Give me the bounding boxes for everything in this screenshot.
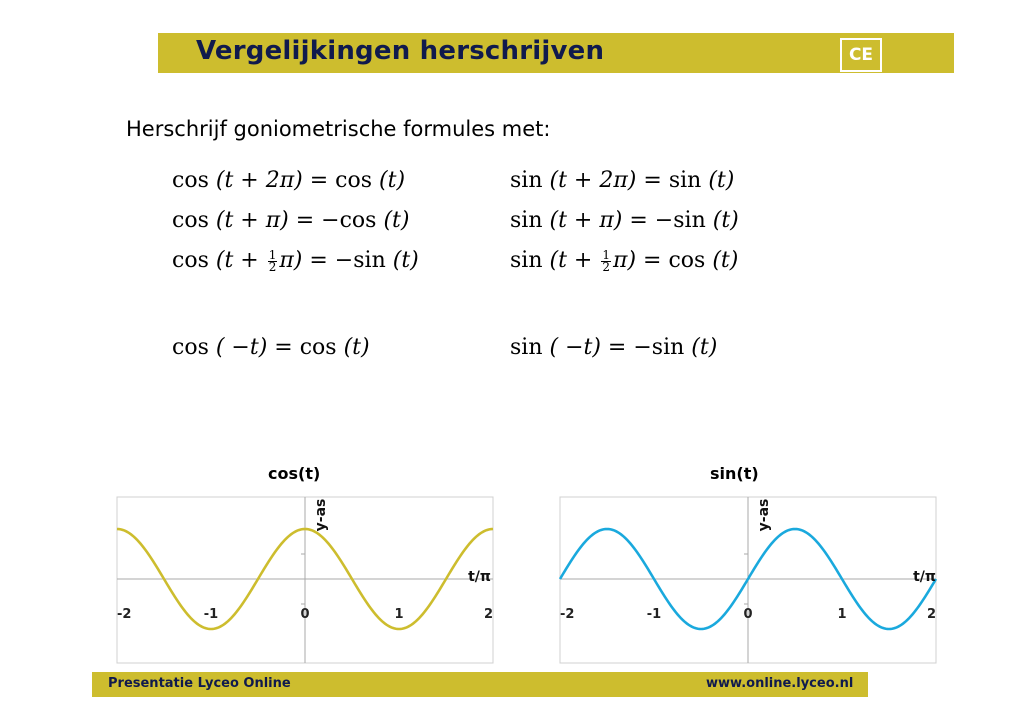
formula-sin-neg: sin ( −t) = −sin (t) [510, 335, 718, 360]
formula-sin-half-pi: sin (t + $\frac{1}{2}$ π) = cos (t) [510, 247, 739, 274]
x-tick-label: -2 [117, 607, 132, 622]
sin-chart [543, 485, 955, 675]
x-tick-label: 1 [837, 607, 847, 622]
chart-title-sin: sin(t) [710, 464, 759, 483]
formula-cos-neg: cos ( −t) = cos (t) [172, 335, 370, 360]
x-tick-label: -2 [560, 607, 575, 622]
formula-sin-2pi: sin (t + 2π) = sin (t) [510, 168, 735, 193]
x-axis-label: t/π [913, 569, 936, 585]
x-tick-label: 0 [743, 607, 753, 622]
intro-text: Herschrijf goniometrische formules met: [126, 117, 551, 141]
cos-chart [100, 485, 512, 675]
formula-cos-half-pi: cos (t + $\frac{1}{2}$ π) = −sin (t) [172, 247, 419, 274]
y-axis-label: y-as [756, 498, 772, 532]
page-title: Vergelijkingen herschrijven [196, 36, 605, 66]
x-tick-label: 2 [926, 607, 936, 622]
chart-title-cos: cos(t) [268, 464, 321, 483]
fraction-half: $\frac{1}{2}$ [268, 247, 277, 274]
footer-presentation-label: Presentatie Lyceo Online [108, 676, 291, 691]
fraction-half: $\frac{1}{2}$ [602, 247, 610, 274]
ce-badge [840, 38, 882, 72]
x-tick-label: -1 [203, 607, 219, 622]
x-tick-label: 2 [483, 607, 493, 622]
formula-sin-pi: sin (t + π) = −sin (t) [510, 208, 739, 233]
x-tick-label: 1 [394, 607, 404, 622]
formula-cos-2pi: cos (t + 2π) = cos (t) [172, 168, 406, 193]
y-axis-label: y-as [313, 498, 329, 532]
x-tick-label: 0 [300, 607, 310, 622]
x-tick-label: -1 [646, 607, 662, 622]
x-axis-label: t/π [468, 569, 491, 585]
footer-website-link[interactable]: www.online.lyceo.nl [706, 676, 854, 691]
ce-badge-label: CE [842, 40, 880, 70]
formula-cos-pi: cos (t + π) = −cos (t) [172, 208, 410, 233]
